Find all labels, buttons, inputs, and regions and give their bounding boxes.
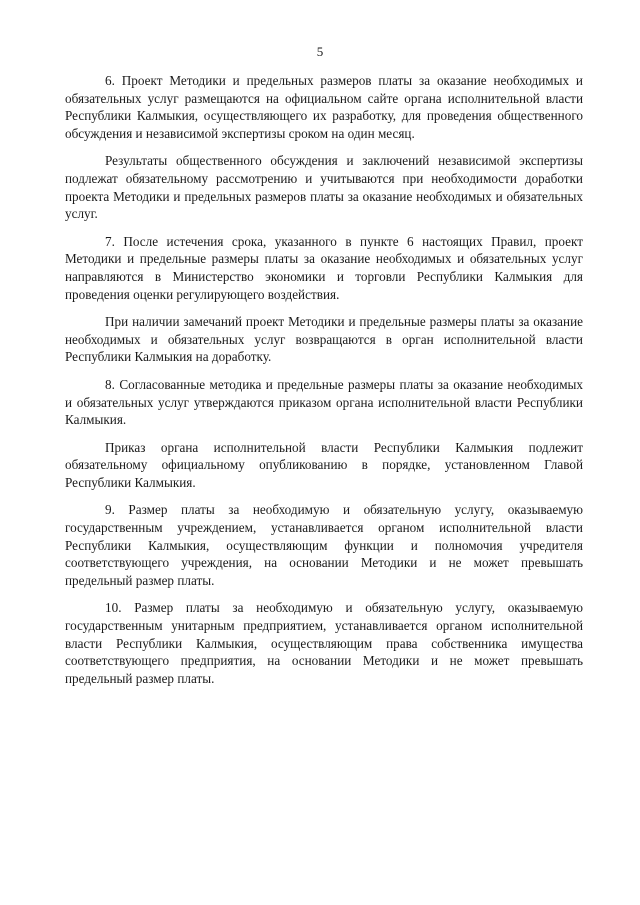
paragraph-item-8: 8. Согласованные методика и предельные размеры платы за оказание необходимых и обязательных услуг утверждаются приказом органа исполнительной власти Республики Калмыкия. [65,376,583,428]
paragraph-results-discussion: Результаты общественного обсуждения и заключений независимой экспертизы подлежат обязательному рассмотрению и учитываются при необходимости доработки проекта Методики и предельных размеров платы за оказание необходимых и обязательных услуг. [65,153,583,222]
paragraph-item-9: 9. Размер платы за необходимую и обязательную услугу, оказываемую государственным учреждением, устанавливается органом исполнительной власти Республики Калмыкия, осуществляющим функции и полномочия учредителя соответствующего учреждения, на основании Методики и не может превышать предельный размер платы. [65,502,583,588]
document-body [65,72,583,697]
paragraph-item-10: 10. Размер платы за необходимую и обязательную услугу, оказываемую государственным унитарным предприятием, устанавливается органом исполнительной власти Республики Калмыкия, осуществляющим права собственника имущества соответствующего предприятия, на основании Методики и не может превышать предельный размер платы. [65,600,583,686]
paragraph-item-6: 6. Проект Методики и предельных размеров платы за оказание необходимых и обязательных услуг размещаются на официальном сайте органа исполнительной власти Республики Калмыкия, осуществляющего их разработку, для проведения общественного обсуждения и независимой экспертизы сроком на один месяц. [65,73,583,141]
paragraph-remarks-return: При наличии замечаний проект Методики и предельные размеры платы за оказание необходимых и обязательных услуг возвращаются в орган исполнительной власти Республики Калмыкия на доработку. [65,314,583,365]
page-number: 5 [316,44,324,59]
paragraph-order-publication: Приказ органа исполнительной власти Республики Калмыкия подлежит обязательному официальному опубликованию в порядке, установленном Главой Республики Калмыкия. [65,439,583,490]
paragraph-item-7: 7. После истечения срока, указанного в пункте 6 настоящих Правил, проект Методики и предельные размеры платы за оказание необходимых и обязательных услуг направляются в Министерство экономики и торговли Республики Калмыкия для проведения оценки регулирующего воздействия. [65,233,583,302]
